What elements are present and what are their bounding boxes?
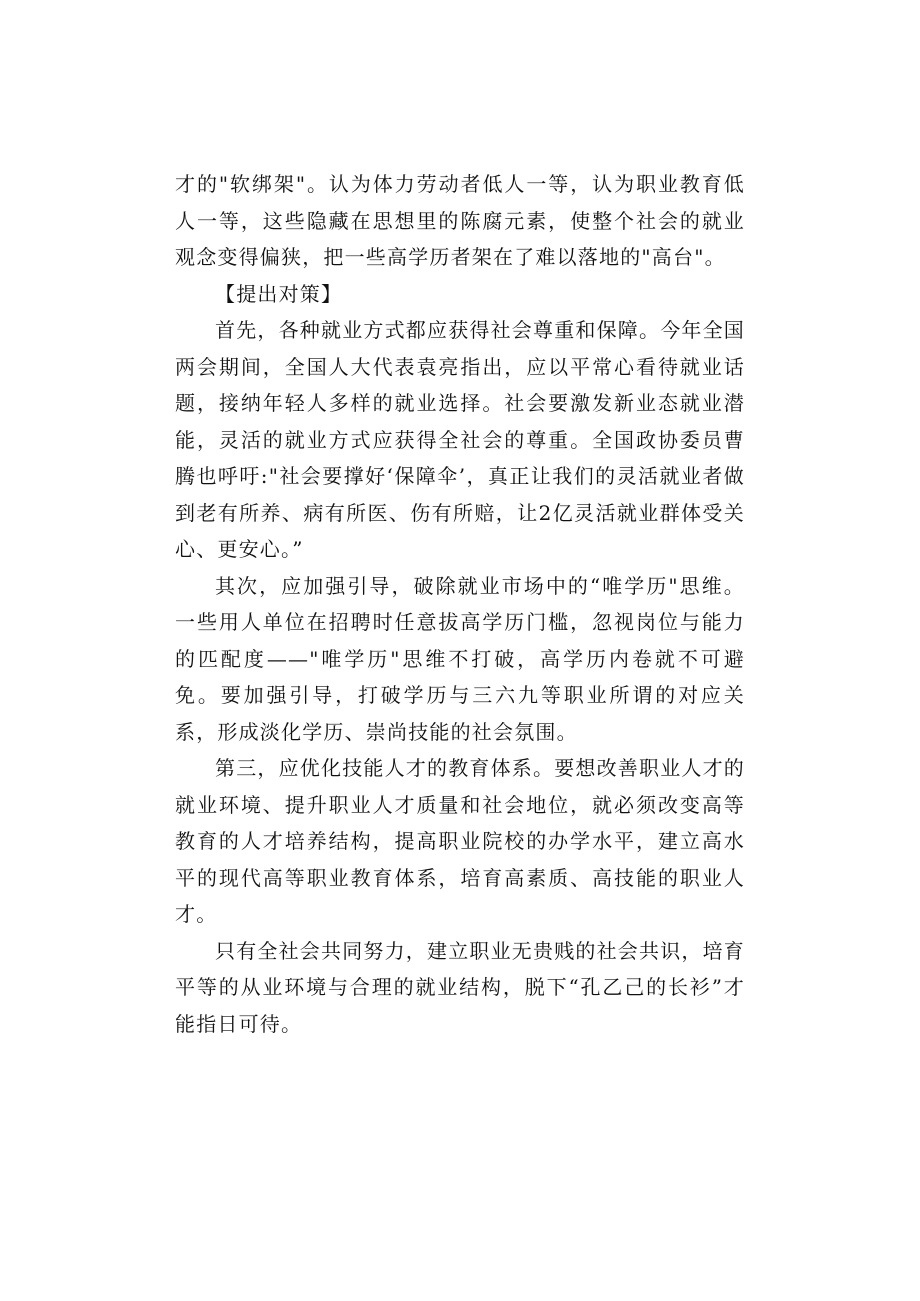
paragraph-second-measure: 其次，应加强引导，破除就业市场中的“唯学历"思维。一些用人单位在招聘时任意拔高学历门槛，忽视岗位与能力的匹配度——"唯学历"思维不打破，高学历内卷就不可避免。要加强引导，打破学历与三六九等职业所谓的对应关系，形成淡化学历、崇尚技能的社会氛围。 [175, 573, 745, 744]
section-heading: 【提出对策】 [215, 281, 343, 306]
paragraph-conclusion: 只有全社会共同努力，建立职业无贵贱的社会共识，培育平等的从业环境与合理的就业结构，脱下“孔乙己的长衫”才能指日可待。 [175, 938, 745, 1036]
paragraph-third-measure: 第三，应优化技能人才的教育体系。要想改善职业人才的就业环境、提升职业人才质量和社会地位，就必须改变高等教育的人才培养结构，提高职业院校的办学水平，建立高水平的现代高等职业教育体系，培育高素质、高技能的职业人才。 [175, 756, 745, 926]
paragraph-first-measure: 首先，各种就业方式都应获得社会尊重和保障。今年全国两会期间，全国人大代表袁亮指出，应以平常心看待就业话题，接纳年轻人多样的就业选择。社会要激发新业态就业潜能，灵活的就业方式应获得全社会的尊重。全国政协委员曹腾也呼吁:"社会要撑好‘保障伞’，真正让我们的灵活就业者做到老有所养、病有所医、伤有所赔，让2亿灵活就业群体受关心、更安心。” [175, 318, 745, 561]
document-body [175, 166, 745, 1042]
paragraph-continuation: 才的"软绑架"。认为体力劳动者低人一等，认为职业教育低人一等，这些隐藏在思想里的陈腐元素，使整个社会的就业观念变得偏狭，把一些高学历者架在了难以落地的"高台"。 [175, 172, 745, 269]
